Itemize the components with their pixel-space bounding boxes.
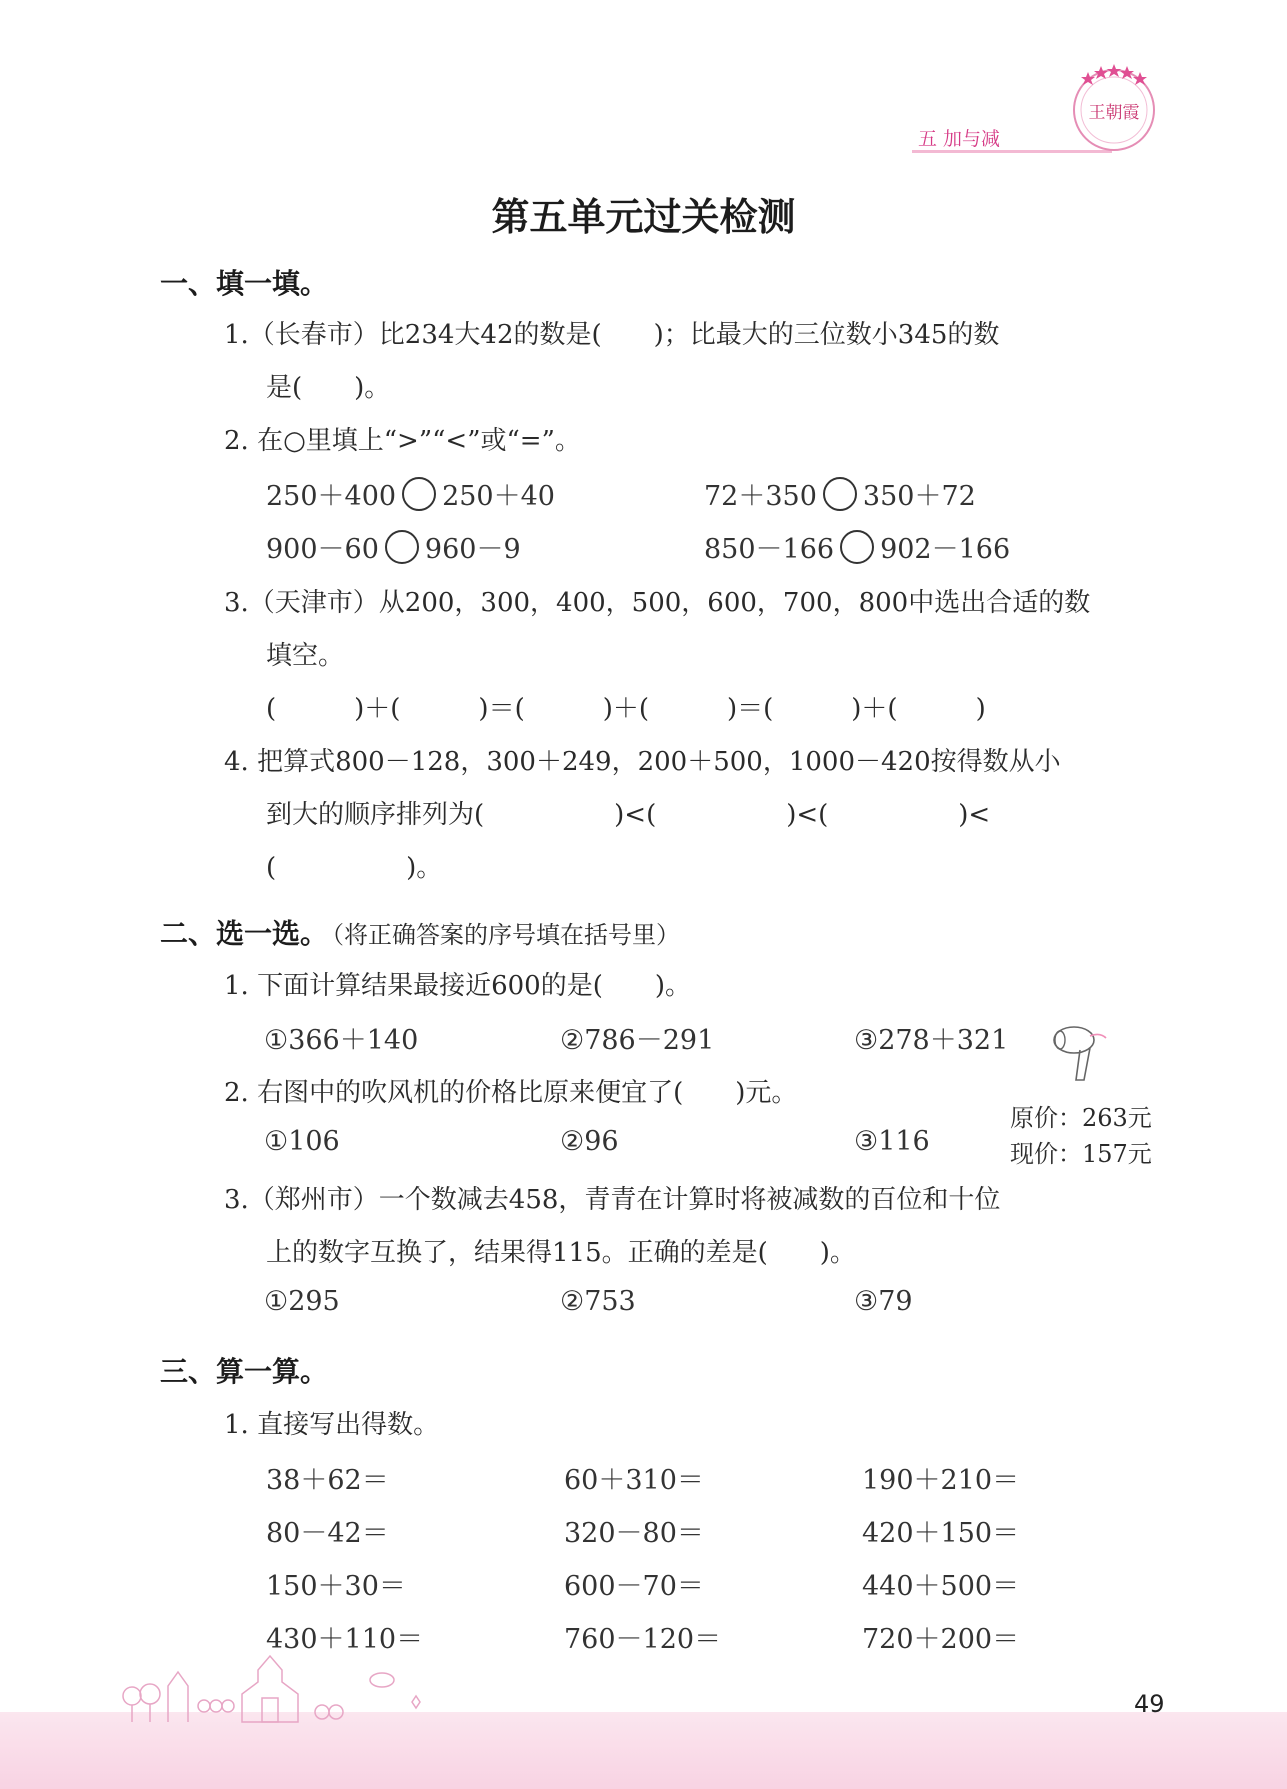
s1-q4-line2[interactable]: 到大的顺序排列为( )<( )<( )< [266, 800, 991, 830]
s2-q1-text: 1. 下面计算结果最接近600的是( )。 [224, 971, 691, 1001]
s1-q3-blanks[interactable]: ( )＋( )＝( )＋( )＝( )＋( ) [266, 694, 986, 724]
answer-circle[interactable] [840, 530, 874, 564]
s1-q4-line3[interactable]: ( )。 [266, 853, 443, 883]
compare-item [266, 527, 521, 566]
current-price: 现价：157元 [1010, 1140, 1152, 1168]
calc-item[interactable]: 720＋200＝ [862, 1624, 1020, 1655]
section-2-heading [160, 912, 680, 952]
s1-q1-line1: 1.（长春市）比234大42的数是( )；比最大的三位数小345的数 [224, 320, 1000, 350]
answer-circle[interactable] [385, 530, 419, 564]
castle-decoration-icon [112, 1642, 532, 1724]
compare-left: 72＋350 [704, 481, 817, 512]
compare-item [266, 474, 555, 513]
calc-item[interactable]: 150＋30＝ [266, 1571, 406, 1602]
svg-text:王朝霞: 王朝霞 [1088, 103, 1140, 123]
calc-item[interactable]: 38＋62＝ [266, 1465, 389, 1496]
s1-q4-line1: 4. 把算式800－128，300＋249，200＋500，1000－420按得数从小 [224, 747, 1061, 777]
s2-q3-line2: 上的数字互换了，结果得115。正确的差是( )。 [266, 1238, 856, 1268]
calc-item[interactable]: 60＋310＝ [564, 1465, 704, 1496]
s2-q2-option-1[interactable]: ①106 [264, 1126, 340, 1157]
s2-q3-option-3[interactable]: ③79 [854, 1286, 913, 1317]
hair-dryer-icon [1050, 1022, 1116, 1088]
s2-q3-option-1[interactable]: ①295 [264, 1286, 340, 1317]
compare-left: 900－60 [266, 534, 379, 565]
page-title: 第五单元过关检测 [491, 195, 796, 239]
s2-q3-option-2[interactable]: ②753 [560, 1286, 636, 1317]
calc-item[interactable]: 440＋500＝ [862, 1571, 1020, 1602]
s2-q3-line1: 3.（郑州市）一个数减去458，青青在计算时将被减数的百位和十位 [224, 1185, 1001, 1215]
s2-q2-text: 2. 右图中的吹风机的价格比原来便宜了( )元。 [224, 1078, 798, 1108]
brand-seal-logo [1066, 58, 1162, 154]
s1-q3-line1: 3.（天津市）从200，300，400，500，600，700，800中选出合适的数 [224, 588, 1091, 618]
compare-right: 902－166 [880, 534, 1011, 565]
s2-q1-option-3[interactable]: ③278＋321 [854, 1025, 1009, 1056]
section-2-title: 二、选一选。 [160, 917, 329, 950]
compare-left: 850－166 [704, 534, 835, 565]
answer-circle[interactable] [823, 477, 857, 511]
section-3-heading: 三、算一算。 [160, 1355, 329, 1388]
s2-q1-option-2[interactable]: ②786－291 [560, 1025, 715, 1056]
section-1-heading: 一、填一填。 [160, 267, 329, 300]
unit-tag: 五 加与减 [918, 128, 1001, 150]
s3-q1-prompt: 1. 直接写出得数。 [224, 1410, 440, 1440]
calc-item[interactable]: 420＋150＝ [862, 1518, 1020, 1549]
calc-item[interactable]: 430＋110＝ [266, 1624, 424, 1655]
page-number: 49 [1134, 1690, 1165, 1718]
s1-q3-line2: 填空。 [266, 641, 345, 671]
s1-q2-prompt: 2. 在○里填上“>”“<”或“=”。 [224, 426, 581, 456]
section-2-note: （将正确答案的序号填在括号里） [332, 921, 681, 949]
compare-item [704, 527, 1010, 566]
calc-item[interactable]: 600－70＝ [564, 1571, 704, 1602]
compare-item [704, 474, 976, 513]
calc-item[interactable]: 320－80＝ [564, 1518, 704, 1549]
s1-q1-line2: 是( )。 [266, 373, 391, 403]
original-price: 原价：263元 [1010, 1104, 1152, 1132]
answer-circle[interactable] [402, 477, 436, 511]
calc-item[interactable]: 760－120＝ [564, 1624, 722, 1655]
s2-q1-option-1[interactable]: ①366＋140 [264, 1025, 419, 1056]
compare-right: 350＋72 [862, 481, 976, 512]
s2-q2-option-3[interactable]: ③116 [854, 1126, 930, 1157]
s2-q2-option-2[interactable]: ②96 [560, 1126, 619, 1157]
compare-right: 960－9 [424, 534, 521, 565]
calc-item[interactable]: 80－42＝ [266, 1518, 389, 1549]
calc-item[interactable]: 190＋210＝ [862, 1465, 1020, 1496]
compare-left: 250＋400 [266, 481, 397, 512]
compare-right: 250＋40 [442, 481, 555, 512]
